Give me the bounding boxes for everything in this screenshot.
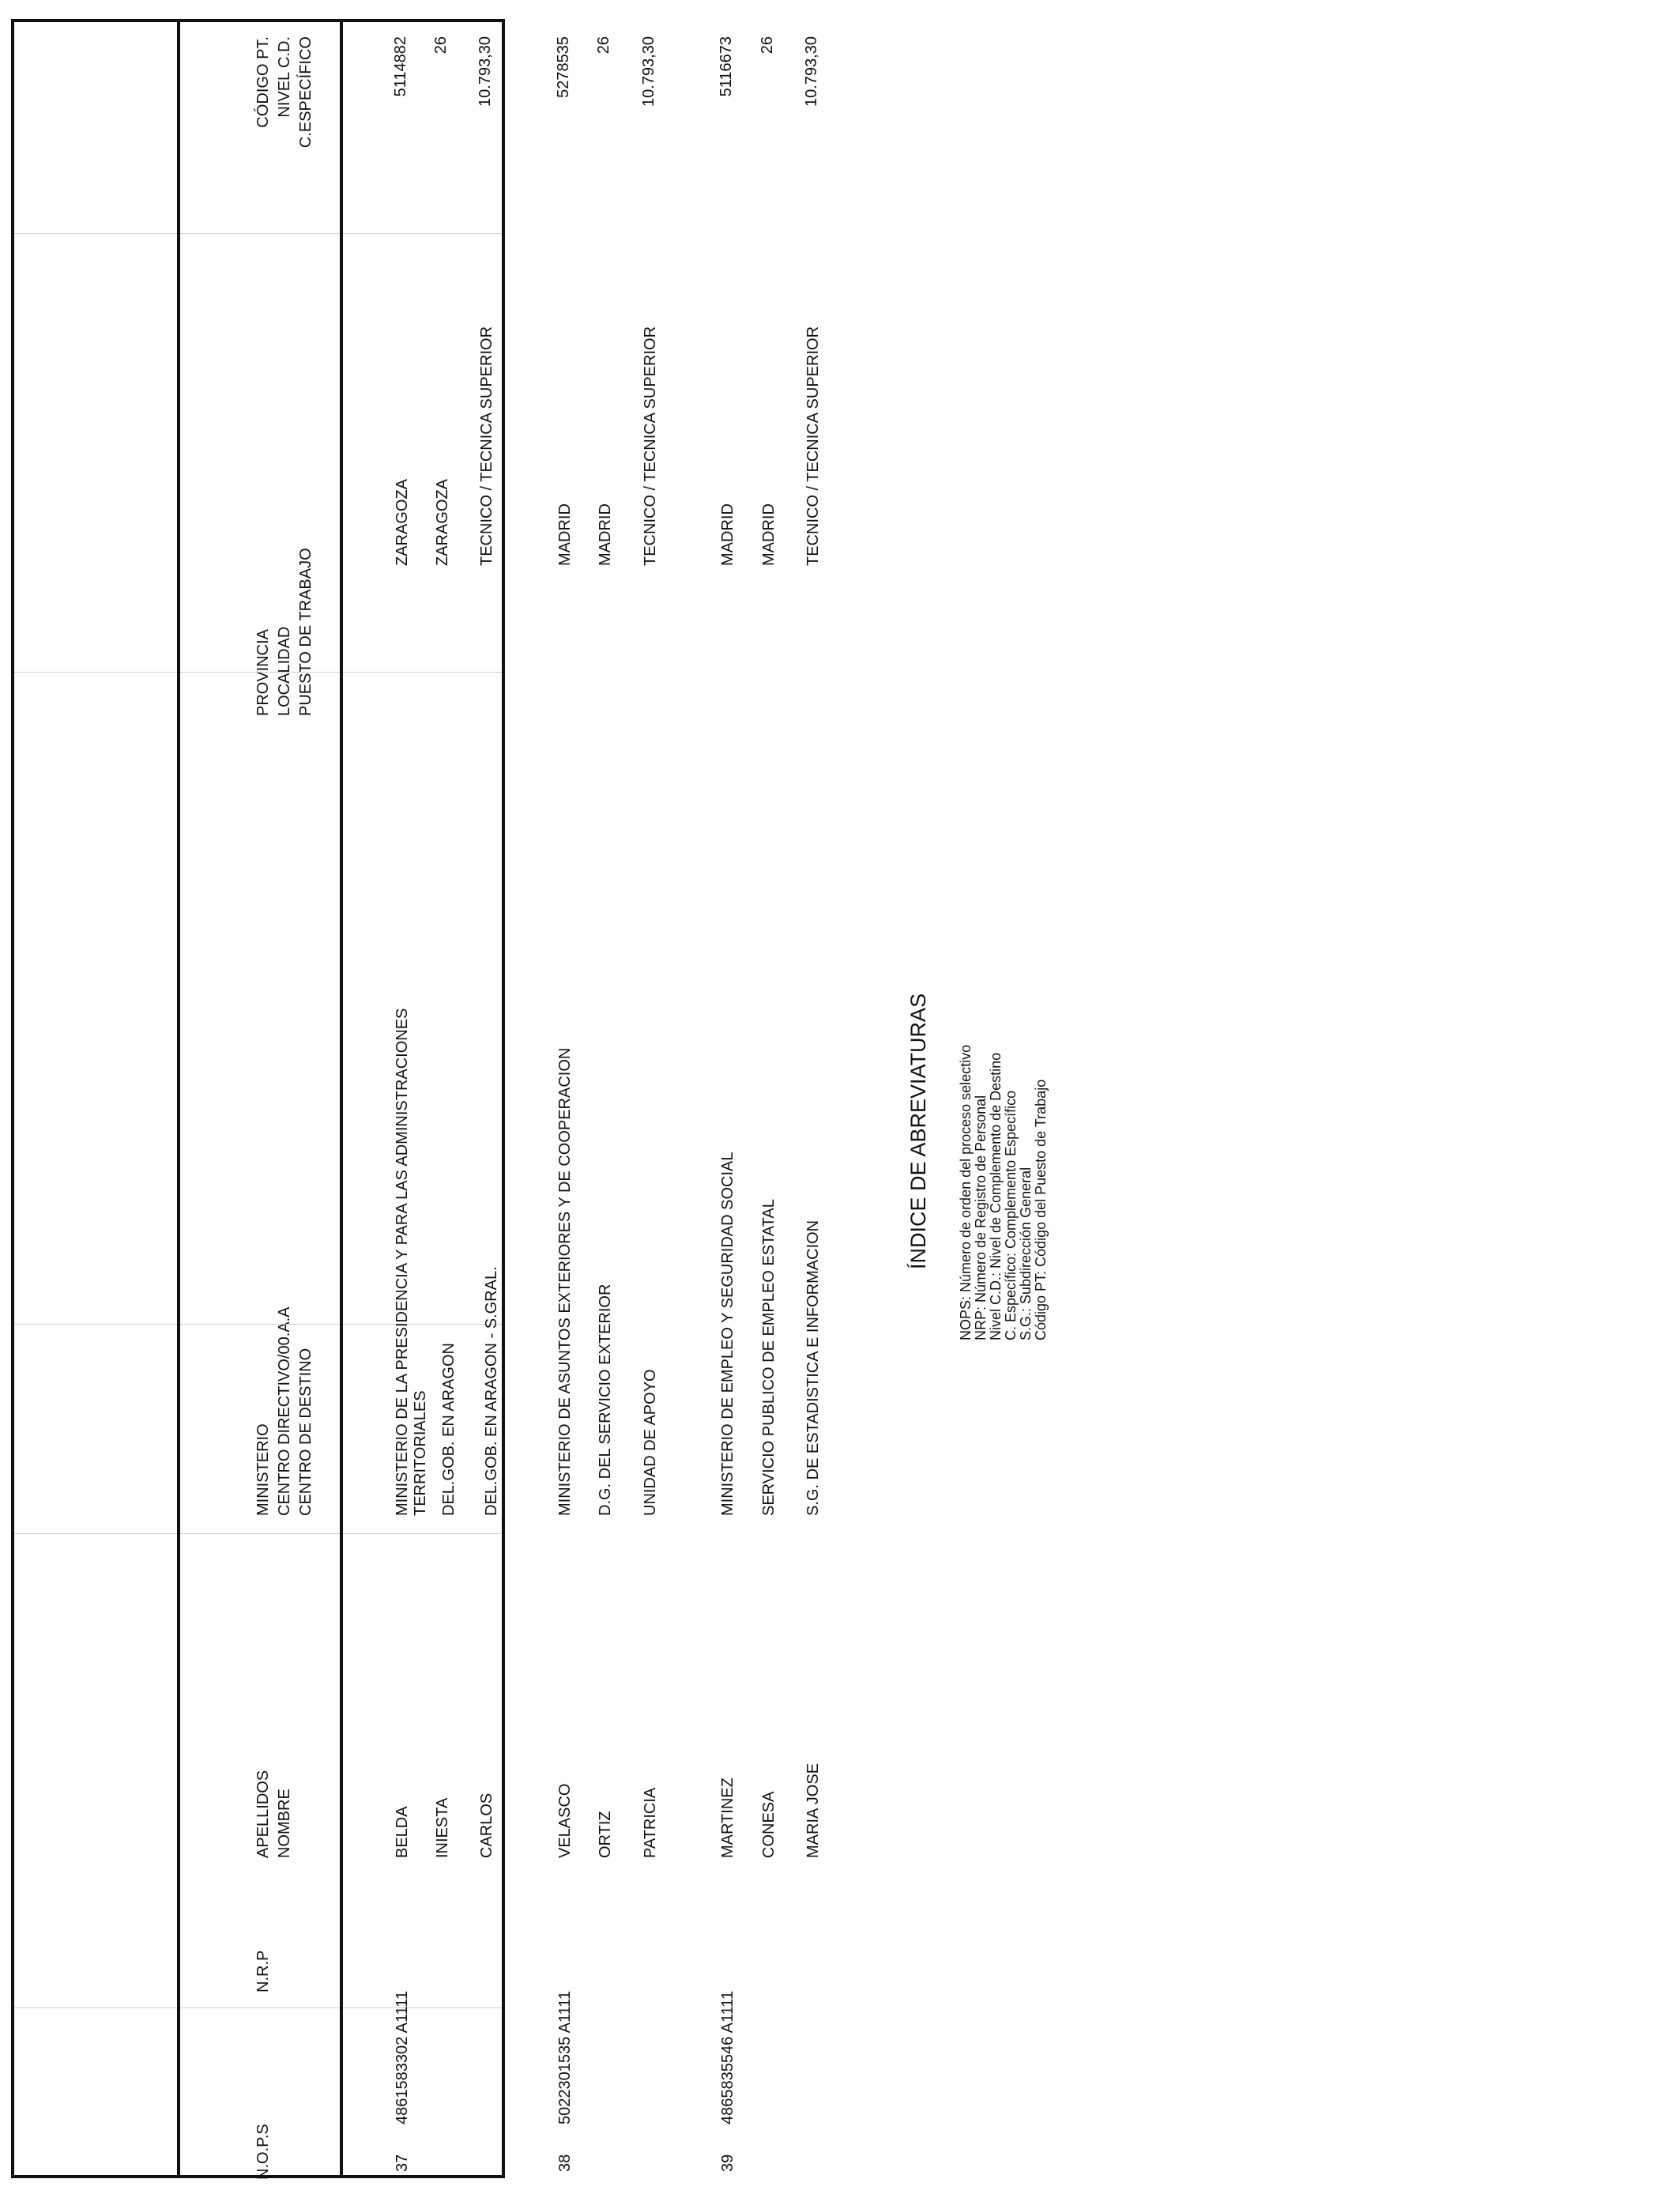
row-nops: 39 bbox=[719, 2154, 736, 2172]
row-puesto: TECNICO / TECNICA SUPERIOR bbox=[478, 326, 495, 566]
legend-line: NOPS: Número de orden del proceso selectivo bbox=[958, 1044, 974, 1340]
header-puesto: PUESTO DE TRABAJO bbox=[297, 548, 315, 716]
row-nivel-cd: 26 bbox=[595, 36, 612, 55]
row-ministerio: MINISTERIO DE ASUNTOS EXTERIORES Y DE COOPERACION bbox=[556, 1047, 574, 1516]
row-nrp: 4861583302 A1111 bbox=[394, 1990, 411, 2124]
row-provincia: MADRID bbox=[719, 503, 736, 566]
header-apellidos: APELLIDOS bbox=[254, 1770, 272, 1858]
legend-title: ÍNDICE DE ABREVIATURAS bbox=[906, 993, 930, 1269]
row-apellido1: MARTINEZ bbox=[719, 1777, 736, 1858]
row-nops: 38 bbox=[556, 2154, 574, 2172]
row-c-especifico: 10.793,30 bbox=[803, 36, 820, 107]
legend-line: NRP: Número de Registro de Personal bbox=[973, 1095, 989, 1340]
row-apellido2: ORTIZ bbox=[597, 1811, 614, 1858]
header-provincia: PROVINCIA bbox=[254, 628, 272, 716]
row-centro-destino: S.G. DE ESTADISTICA E INFORMACION bbox=[804, 1220, 822, 1516]
row-c-especifico: 10.793,30 bbox=[640, 36, 657, 107]
header-nivel-cd: NIVEL C.D. bbox=[276, 36, 293, 118]
row-nrp: 4865835546 A1111 bbox=[719, 1990, 736, 2124]
header-centro-directivo: CENTRO DIRECTIVO/00.A.A bbox=[276, 1306, 293, 1516]
row-nivel-cd: 26 bbox=[432, 36, 450, 55]
row-provincia: MADRID bbox=[556, 503, 574, 566]
row-nombre: MARIA JOSE bbox=[804, 1762, 822, 1858]
row-apellido2: INIESTA bbox=[434, 1797, 451, 1858]
header-ministerio: MINISTERIO bbox=[254, 1423, 272, 1516]
row-puesto: TECNICO / TECNICA SUPERIOR bbox=[804, 326, 822, 566]
row-ministerio-cont: TERRITORIALES bbox=[412, 1390, 429, 1516]
row-separator bbox=[340, 19, 343, 2178]
row-apellido1: VELASCO bbox=[556, 1783, 574, 1858]
row-nombre: CARLOS bbox=[478, 1793, 495, 1858]
row-centro-destino: UNIDAD DE APOYO bbox=[642, 1369, 659, 1516]
header-nops: N.O.P.S bbox=[254, 2124, 272, 2180]
row-nops: 37 bbox=[394, 2154, 411, 2172]
row-provincia: ZARAGOZA bbox=[394, 478, 411, 566]
table-frame bbox=[11, 19, 505, 2178]
row-ministerio: MINISTERIO DE LA PRESIDENCIA Y PARA LAS ADMINISTRACIONES bbox=[394, 1008, 411, 1516]
row-c-especifico: 10.793,30 bbox=[477, 36, 494, 107]
row-nivel-cd: 26 bbox=[759, 36, 776, 55]
header-nrp: N.R.P bbox=[254, 1950, 272, 1992]
row-localidad: MADRID bbox=[597, 503, 614, 566]
row-codigo-pt: 5116673 bbox=[718, 36, 735, 97]
header-nombre: NOMBRE bbox=[276, 1789, 293, 1858]
legend-line: C. Específico: Complemento Específico bbox=[1003, 1090, 1019, 1340]
header-codigo-pt: CÓDIGO PT. bbox=[254, 36, 272, 128]
row-codigo-pt: 5278535 bbox=[555, 36, 572, 98]
row-apellido1: BELDA bbox=[394, 1806, 411, 1858]
row-localidad: ZARAGOZA bbox=[434, 478, 451, 566]
legend-line: Código PT: Código del Puesto de Trabajo bbox=[1033, 1079, 1049, 1340]
legend-line: Nivel C.D.: Nivel de Complemento de Destino bbox=[988, 1052, 1004, 1340]
row-centro-directivo: DEL.GOB. EN ARAGON bbox=[440, 1343, 458, 1516]
header-localidad: LOCALIDAD bbox=[276, 626, 293, 716]
row-puesto: TECNICO / TECNICA SUPERIOR bbox=[642, 326, 659, 566]
row-nombre: PATRICIA bbox=[642, 1787, 659, 1858]
row-centro-destino: DEL.GOB. EN ARAGON - S.GRAL. bbox=[483, 1266, 500, 1516]
header-c-especifico: C.ESPECÍFICO bbox=[297, 36, 315, 149]
row-apellido2: CONESA bbox=[760, 1791, 778, 1858]
row-ministerio: MINISTERIO DE EMPLEO Y SEGURIDAD SOCIAL bbox=[719, 1152, 736, 1516]
header-centro-destino: CENTRO DE DESTINO bbox=[297, 1348, 315, 1516]
row-localidad: MADRID bbox=[760, 503, 778, 566]
row-centro-directivo: SERVICIO PUBLICO DE EMPLEO ESTATAL bbox=[760, 1199, 778, 1516]
legend-line: S.G.: Subdirección General bbox=[1018, 1167, 1034, 1340]
row-codigo-pt: 5114882 bbox=[392, 36, 409, 97]
row-separator bbox=[177, 19, 180, 2178]
row-nrp: 5022301535 A1111 bbox=[556, 1990, 574, 2124]
row-centro-directivo: D.G. DEL SERVICIO EXTERIOR bbox=[597, 1284, 614, 1516]
